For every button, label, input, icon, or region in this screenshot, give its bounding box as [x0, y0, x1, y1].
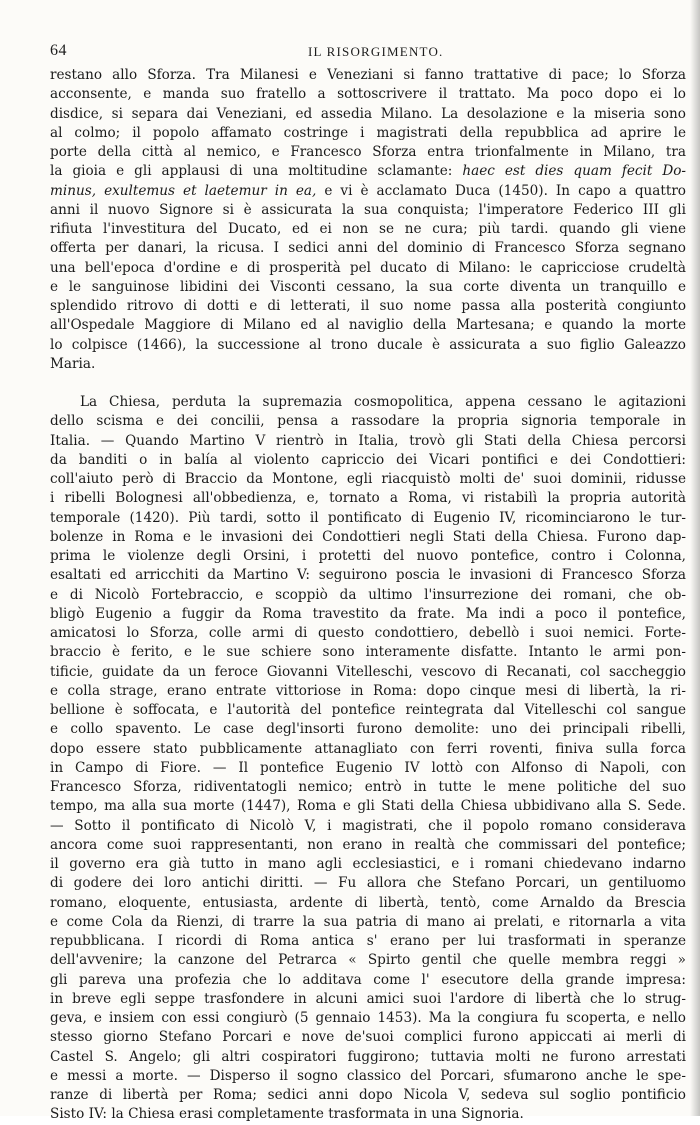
text-line: tificie, guidate da un feroce Giovanni Vitelleschi, vescovo di Recanati, col saccheggio	[50, 663, 686, 680]
text-line: tempo, ma alla sua morte (1447), Roma e gli Stati della Chiesa ubbidivano alla S. Sede.	[50, 798, 686, 815]
page-header	[50, 42, 688, 64]
page-edge-shadow	[690, 0, 700, 1116]
text-line: stesso giorno Stefano Porcari e nove de'suoi complici furono appiccati ai merli di	[50, 1029, 686, 1046]
text-line: al colmo; il popolo affamato costringe i magistrati della repubblica ad aprire le	[50, 124, 686, 141]
text-line: geva, e insiem con essi congiurò (5 gennaio 1453). Ma la congiura fu scoperta, e nello	[50, 1010, 686, 1026]
text-line: i ribelli Bolognesi all'obbedienza, e, tornato a Roma, vi ristabilì la propria autorità	[50, 490, 686, 507]
text-line: e le sanguinose libidini dei Visconti cessano, la sua corte diventa un tranquillo e	[50, 278, 686, 295]
text-line: anni il nuovo Signore si è assicurata la sua conquista; l'imperatore Federico III gli	[50, 201, 686, 218]
text-line: Sisto IV: la Chiesa erasi completamente trasformata in una Signoria.	[50, 1106, 524, 1123]
text-line: acconsente, e manda suo fratello a sottoscrivere il trattato. Ma poco dopo ei lo	[50, 86, 686, 103]
text-line: gli pareva una profezia che lo additava come l' esecutore della grande impresa:	[50, 971, 686, 988]
text-line: esaltati ed arricchiti da Martino V: seguirono poscia le invasioni di Francesco Sforza	[50, 567, 686, 584]
latin-quote: haec est dies quam fecit Do-	[462, 163, 686, 180]
text-line: in Campo di Fiore. — Il pontefice Eugenio IV lottò con Alfonso di Napoli, con	[50, 759, 686, 776]
text-line: e messi a morte. — Disperso il sogno classico del Porcari, sfumarono anche le spe-	[50, 1067, 686, 1084]
text-line: dell'avvenire; la canzone del Petrarca « Spirto gentil che quelle membra reggi »	[50, 952, 686, 969]
text-line: — Sotto il pontificato di Nicolò V, i magistrati, che il popolo romano considerava	[50, 817, 686, 834]
text-line: ancora come suoi rappresentanti, non erano in realtà che commissari del pontefice;	[50, 836, 686, 853]
text-line: splendido ritrovo di dotti e di letterati, il suo nome passa alla posterità congiunto	[50, 298, 686, 314]
text-line: prima le violenze degli Orsini, i protetti del nuovo pontefice, contro i Colonna,	[50, 548, 686, 564]
text-line: bellione è soffocata, e l'autorità del pontefice reintegrata dal Vitelleschi col sangue	[50, 702, 686, 718]
text-segment: la gioia e gli applausi di una moltitudine sclamante:	[50, 163, 453, 180]
text-line: bligò Eugenio a fuggir da Roma travestito da frate. Ma indi a poco il pontefice,	[50, 605, 686, 622]
text-line: il governo era già tutto in mano agli ecclesiastici, e i romani chiedevano indarno	[50, 856, 686, 872]
text-line: La Chiesa, perduta la supremazia cosmopolitica, appena cessano le agitazioni	[80, 394, 686, 410]
text-line: ranze di libertà per Roma; sedici anni dopo Nicola V, sedeva sul soglio pontificio	[50, 1087, 686, 1103]
text-line-with-latin	[50, 182, 686, 201]
text-line: in breve egli seppe trasfondere in alcuni amici suoi l'ardore di libertà che lo strug-	[50, 990, 686, 1007]
text-line: e di Nicolò Fortebraccio, e scoppiò da ultimo l'insurrezione dei romani, che ob-	[50, 586, 686, 603]
text-line: romano, eloquente, entusiasta, ardente di libertà, tentò, come Arnaldo da Brescia	[50, 894, 686, 911]
text-segment: e vi è acclamato Duca (1450). In capo a quattro	[324, 182, 686, 199]
running-title: IL RISORGIMENTO.	[308, 44, 444, 59]
text-line: all'Ospedale Maggiore di Milano ed al naviglio della Martesana; e quando la morte	[50, 317, 686, 334]
text-line: Maria.	[50, 355, 96, 372]
text-line: e collo spavento. Le case degl'insorti furono demolite: uno dei principali ribelli,	[50, 721, 686, 738]
text-line: disdice, si separa dai Veneziani, ed assedia Milano. La desolazione e la miseria sono	[50, 105, 686, 122]
text-line: bolenze in Roma e le invasioni dei Condottieri negli Stati della Chiesa. Furono dap-	[50, 528, 686, 545]
latin-quote: minus, exultemus et laetemur in ea,	[50, 182, 317, 199]
text-line: porte della città al nemico, e Francesco Sforza entra trionfalmente in Milano, tra	[50, 144, 686, 160]
text-line: repubblicana. I ricordi di Roma antica s' erano per lui trasformati in speranze	[50, 933, 686, 949]
paragraph-sforza	[50, 66, 686, 374]
text-line: braccio è ferito, e le sue schiere sono interamente disfatte. Intanto le armi pon-	[50, 644, 686, 661]
text-line: lo colpisce (1466), la successione al trono ducale è assicurata a suo figlio Galeazzo	[50, 336, 686, 353]
text-line: amicatosi lo Sforza, colle armi di questo condottiero, debellò i suoi nemici. Forte-	[50, 625, 686, 641]
text-line-with-latin	[50, 162, 686, 181]
text-line: Castel S. Angelo; gli altri cospiratori fuggirono; tuttavia molti ne furono arrestati	[50, 1048, 686, 1065]
page-number: 64	[50, 42, 67, 59]
body-text	[50, 66, 686, 1125]
text-line: Italia. — Quando Martino V rientrò in Italia, trovò gli Stati della Chiesa percorsi	[50, 432, 686, 449]
text-line: Francesco Sforza, ridiventatogli nemico; entrò in tutte le mene politiche del suo	[50, 779, 686, 795]
text-line: da banditi o in balía al violento capriccio dei Vicari pontifici e dei Condottieri:	[50, 451, 686, 468]
text-line: dello scisma e dei concilii, pensa a rassodare la propria signoria temporale in	[50, 413, 686, 430]
text-line: una bell'epoca d'ordine e di prosperità pel ducato di Milano: le capricciose crudeltà	[50, 259, 686, 276]
paragraph-spacer	[50, 374, 686, 393]
text-line: di godere dei loro antichi diritti. — Fu allora che Stefano Porcari, un gentiluomo	[50, 875, 686, 892]
text-line: temporale (1420). Più tardi, sotto il pontificato di Eugenio IV, ricominciarono le tur-	[50, 509, 686, 526]
text-line: e come Cola da Rienzi, di trarre la sua patria di mano ai prelati, e ritornarla a vita	[50, 913, 686, 930]
text-line: dopo essere stato pubblicamente attanagliato con ferri roventi, finiva sulla forca	[50, 740, 686, 757]
text-line: offerta per danari, la ricusa. I sedici anni del dominio di Francesco Sforza segnano	[50, 240, 686, 257]
text-line: restano allo Sforza. Tra Milanesi e Veneziani si fanno trattative di pace; lo Sforza	[50, 67, 686, 83]
text-line: coll'aiuto però di Braccio da Montone, egli riacquistò molti de' suoi dominii, ridusse	[50, 471, 686, 487]
text-line: rifiuta l'investitura del Ducato, ed ei non se ne cura; più tardi. quando gli viene	[50, 221, 686, 237]
text-line: e colla strage, erano entrate vittoriose in Roma: dopo cinque mesi di libertà, la ri-	[50, 682, 686, 699]
paragraph-chiesa	[50, 393, 686, 1125]
